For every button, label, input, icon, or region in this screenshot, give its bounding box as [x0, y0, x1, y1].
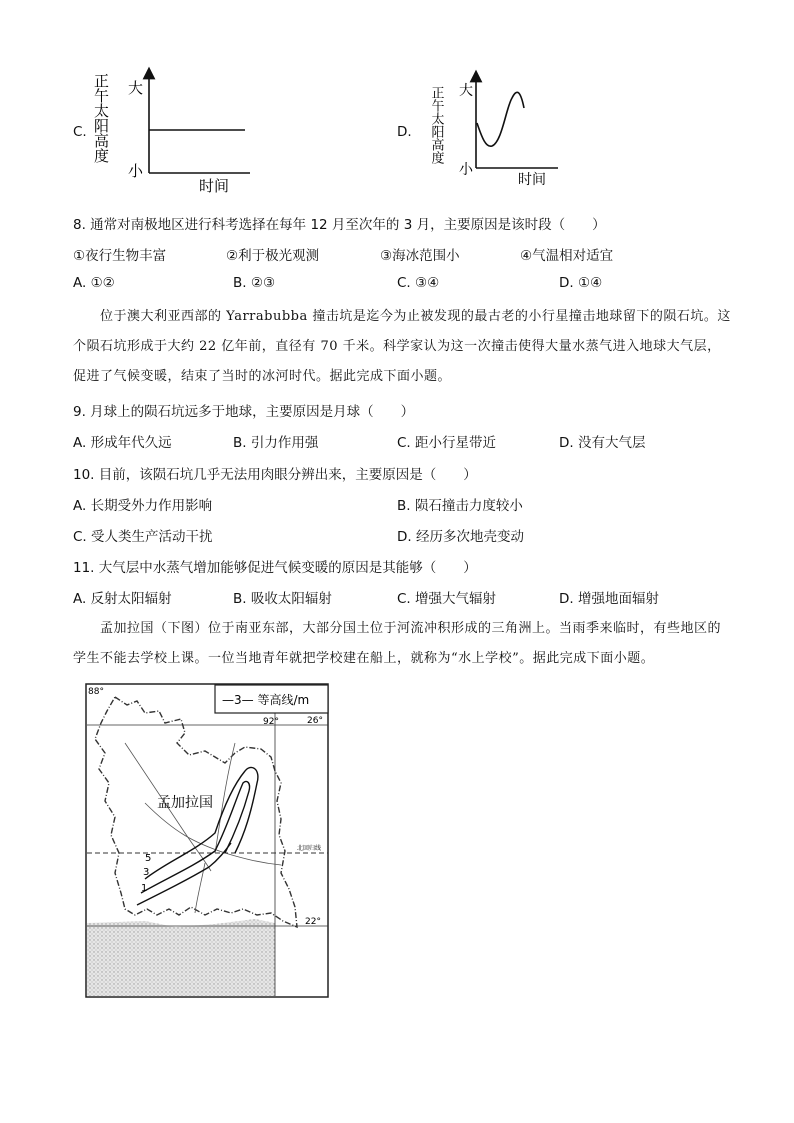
tropic-label: 北回归线	[297, 845, 322, 852]
q11-option-b[interactable]: B. 吸收太阳辐射	[233, 591, 332, 607]
q8-item-4: ④气温相对适宜	[520, 248, 614, 264]
q8-item-1: ①夜行生物丰富	[73, 248, 167, 264]
xlabel: 时间	[518, 172, 546, 188]
country-label: 孟加拉国	[157, 795, 213, 811]
contour-label-5: 5	[145, 853, 152, 864]
q11-option-a[interactable]: A. 反射太阳辐射	[73, 591, 172, 607]
q11-options	[73, 587, 734, 607]
bangladesh-map	[85, 683, 330, 999]
xlabel: 时间	[199, 177, 230, 195]
ymin-label: 小	[459, 162, 473, 178]
option-d-label: D.	[397, 124, 412, 140]
ylabel: 正午太阳高度	[92, 73, 110, 163]
contour-label-1: 1	[141, 883, 148, 894]
legend-text: —3— 等高线/m	[222, 693, 310, 707]
ymax-label: 大	[459, 83, 473, 99]
q9-stem: 9. 月球上的陨石坑远多于地球，主要原因是月球（ ）	[73, 404, 415, 420]
lon-88-label: 88°	[88, 687, 104, 697]
passage-1	[73, 302, 733, 392]
q10-option-d[interactable]: D. 经历多次地壳变动	[397, 529, 524, 545]
q10-options-row1	[73, 494, 734, 514]
q10-stem: 10. 目前，该陨石坑几乎无法用肉眼分辨出来，主要原因是（ ）	[73, 467, 477, 483]
q8-option-a[interactable]: A. ①②	[73, 275, 115, 291]
ymax-label: 大	[128, 79, 144, 97]
passage-1-text: 位于澳大利亚西部的 Yarrabubba 撞击坑是迄今为止被发现的最古老的小行星撞击地球留下的陨石坑。这个陨石坑形成于大约 22 亿年前，直径有 70 千米。科学家认为这一次撞击使得大量水蒸气进入地球大气层，促进了气候变暖，结束了当时的冰河时代。据此完成下面小题。	[73, 309, 731, 384]
q8-options	[73, 275, 734, 295]
chart-c	[92, 65, 255, 195]
q10-option-b[interactable]: B. 陨石撞击力度较小	[397, 498, 523, 514]
q8-stem: 8. 通常对南极地区进行科考选择在每年 12 月至次年的 3 月，主要原因是该时段（ ）	[73, 217, 606, 233]
sea-area	[87, 919, 275, 996]
series-curve	[477, 92, 524, 146]
contour-label-3: 3	[143, 867, 150, 878]
q8-items	[73, 244, 734, 264]
lat-22-label: 22°	[305, 917, 321, 927]
q8-option-d[interactable]: D. ①④	[559, 275, 603, 291]
q11-option-d[interactable]: D. 增强地面辐射	[559, 591, 659, 607]
ylabel: 正午太阳高度	[428, 86, 444, 164]
q9-option-c[interactable]: C. 距小行星带近	[397, 435, 497, 451]
q11-option-c[interactable]: C. 增强大气辐射	[397, 591, 497, 607]
q9-option-a[interactable]: A. 形成年代久远	[73, 435, 172, 451]
q11-stem: 11. 大气层中水蒸气增加能够促进气候变暖的原因是其能够（ ）	[73, 560, 477, 576]
ymin-label: 小	[128, 162, 144, 180]
q9-option-d[interactable]: D. 没有大气层	[559, 435, 646, 451]
passage-2-text: 孟加拉国（下图）位于南亚东部，大部分国土位于河流冲积形成的三角洲上。当雨季来临时，有些地区的学生不能去学校上课。一位当地青年就把学校建在船上，就称为“水上学校”。据此完成下面小题。	[73, 621, 722, 666]
q8-option-c[interactable]: C. ③④	[397, 275, 440, 291]
q10-option-c[interactable]: C. 受人类生产活动干扰	[73, 529, 213, 545]
q10-option-a[interactable]: A. 长期受外力作用影响	[73, 498, 213, 514]
option-c-label: C.	[73, 124, 87, 140]
passage-2	[73, 614, 733, 674]
lat-26-label: 26°	[307, 716, 323, 726]
lon-92-label: 92°	[263, 717, 279, 727]
q8-item-2: ②利于极光观测	[226, 248, 320, 264]
q8-item-3: ③海冰范围小	[380, 248, 460, 264]
q8-option-b[interactable]: B. ②③	[233, 275, 276, 291]
chart-d	[430, 68, 570, 193]
q9-option-b[interactable]: B. 引力作用强	[233, 435, 319, 451]
q10-options-row2	[73, 525, 734, 545]
q9-options	[73, 431, 734, 451]
